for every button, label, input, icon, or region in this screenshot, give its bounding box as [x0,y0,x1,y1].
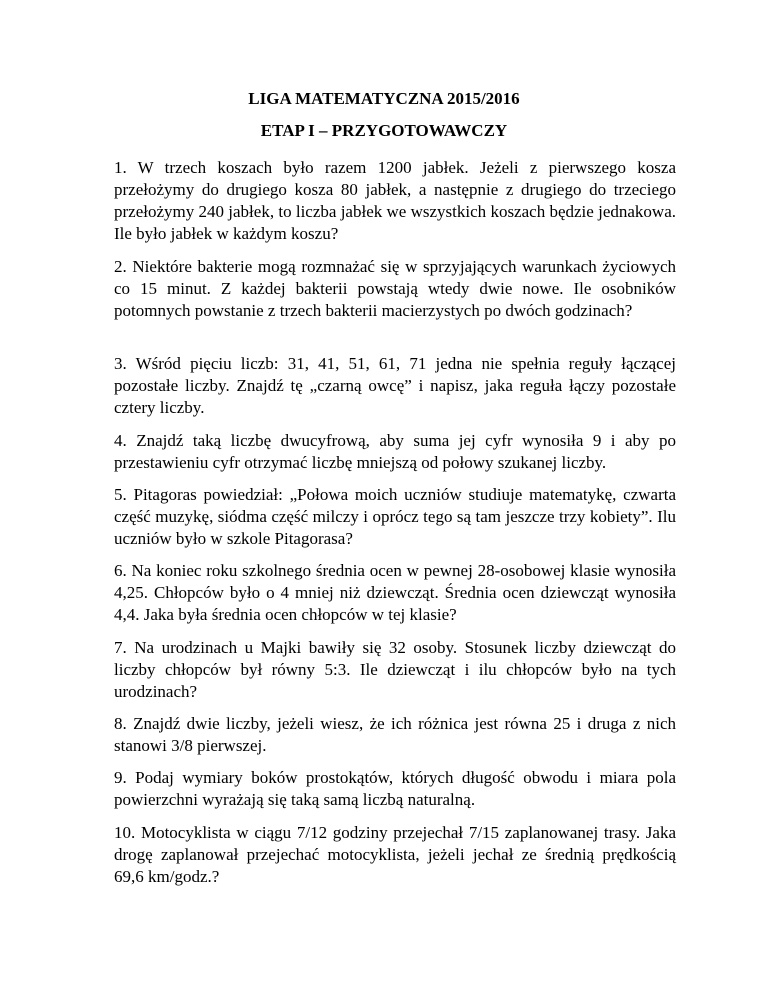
problem-7: 7. Na urodzinach u Majki bawiły się 32 osoby. Stosunek liczby dziewcząt do liczby chłopców był równy 5:3. Ile dziewcząt i ilu chłopców było na tych urodzinach? [114,638,676,701]
problem-1: 1. W trzech koszach było razem 1200 jabłek. Jeżeli z pierwszego kosza przełożymy do drugiego kosza 80 jabłek, a następnie z drugiego do trzeciego przełożymy 240 jabłek, to liczba jabłek we wszystkich koszach będzie jednakowa. Ile było jabłek w każdym koszu? [114,158,676,243]
document-title: LIGA MATEMATYCZNA 2015/2016 [248,89,520,108]
problem-2: 2. Niektóre bakterie mogą rozmnażać się w sprzyjających warunkach życiowych co 15 minut. Z każdej bakterii powstają wtedy dwie nowe. Ile osobników potomnych powstanie z trzech bakterii macierzystych po dwóch godzinach? [114,257,676,320]
problem-8: 8. Znajdź dwie liczby, jeżeli wiesz, że ich różnica jest równa 25 i druga z nich stanowi 3/8 pierwszej. [114,714,676,755]
problem-5: 5. Pitagoras powiedział: „Połowa moich uczniów studiuje matematykę, czwarta część muzykę, siódma część milczy i oprócz tego są tam jeszcze trzy kobiety”. Ilu uczniów było w szkole Pitagorasa? [114,485,676,548]
problem-9: 9. Podaj wymiary boków prostokątów, których długość obwodu i miara pola powierzchni wyrażają się taką samą liczbą naturalną. [114,768,676,809]
problem-3: 3. Wśród pięciu liczb: 31, 41, 51, 61, 71 jedna nie spełnia reguły łączącej pozostałe liczby. Znajdź tę „czarną owcę” i napisz, jaka reguła łączy pozostałe cztery liczby. [114,354,676,417]
problem-4: 4. Znajdź taką liczbę dwucyfrową, aby suma jej cyfr wynosiła 9 i aby po przestawieniu cyfr otrzymać liczbę mniejszą od połowy szukanej liczby. [114,431,676,472]
problem-6: 6. Na koniec roku szkolnego średnia ocen w pewnej 28-osobowej klasie wynosiła 4,25. Chłopców było o 4 mniej niż dziewcząt. Średnia ocen dziewcząt wynosiła 4,4. Jaka była średnia ocen chłopców w tej klasie? [114,561,676,624]
problem-10: 10. Motocyklista w ciągu 7/12 godziny przejechał 7/15 zaplanowanej trasy. Jaka drogę zaplanował przejechać motocyklista, jeżeli jechał ze średnią prędkością 69,6 km/godz.? [114,823,676,886]
document-subtitle: ETAP I – PRZYGOTOWAWCZY [260,121,508,140]
